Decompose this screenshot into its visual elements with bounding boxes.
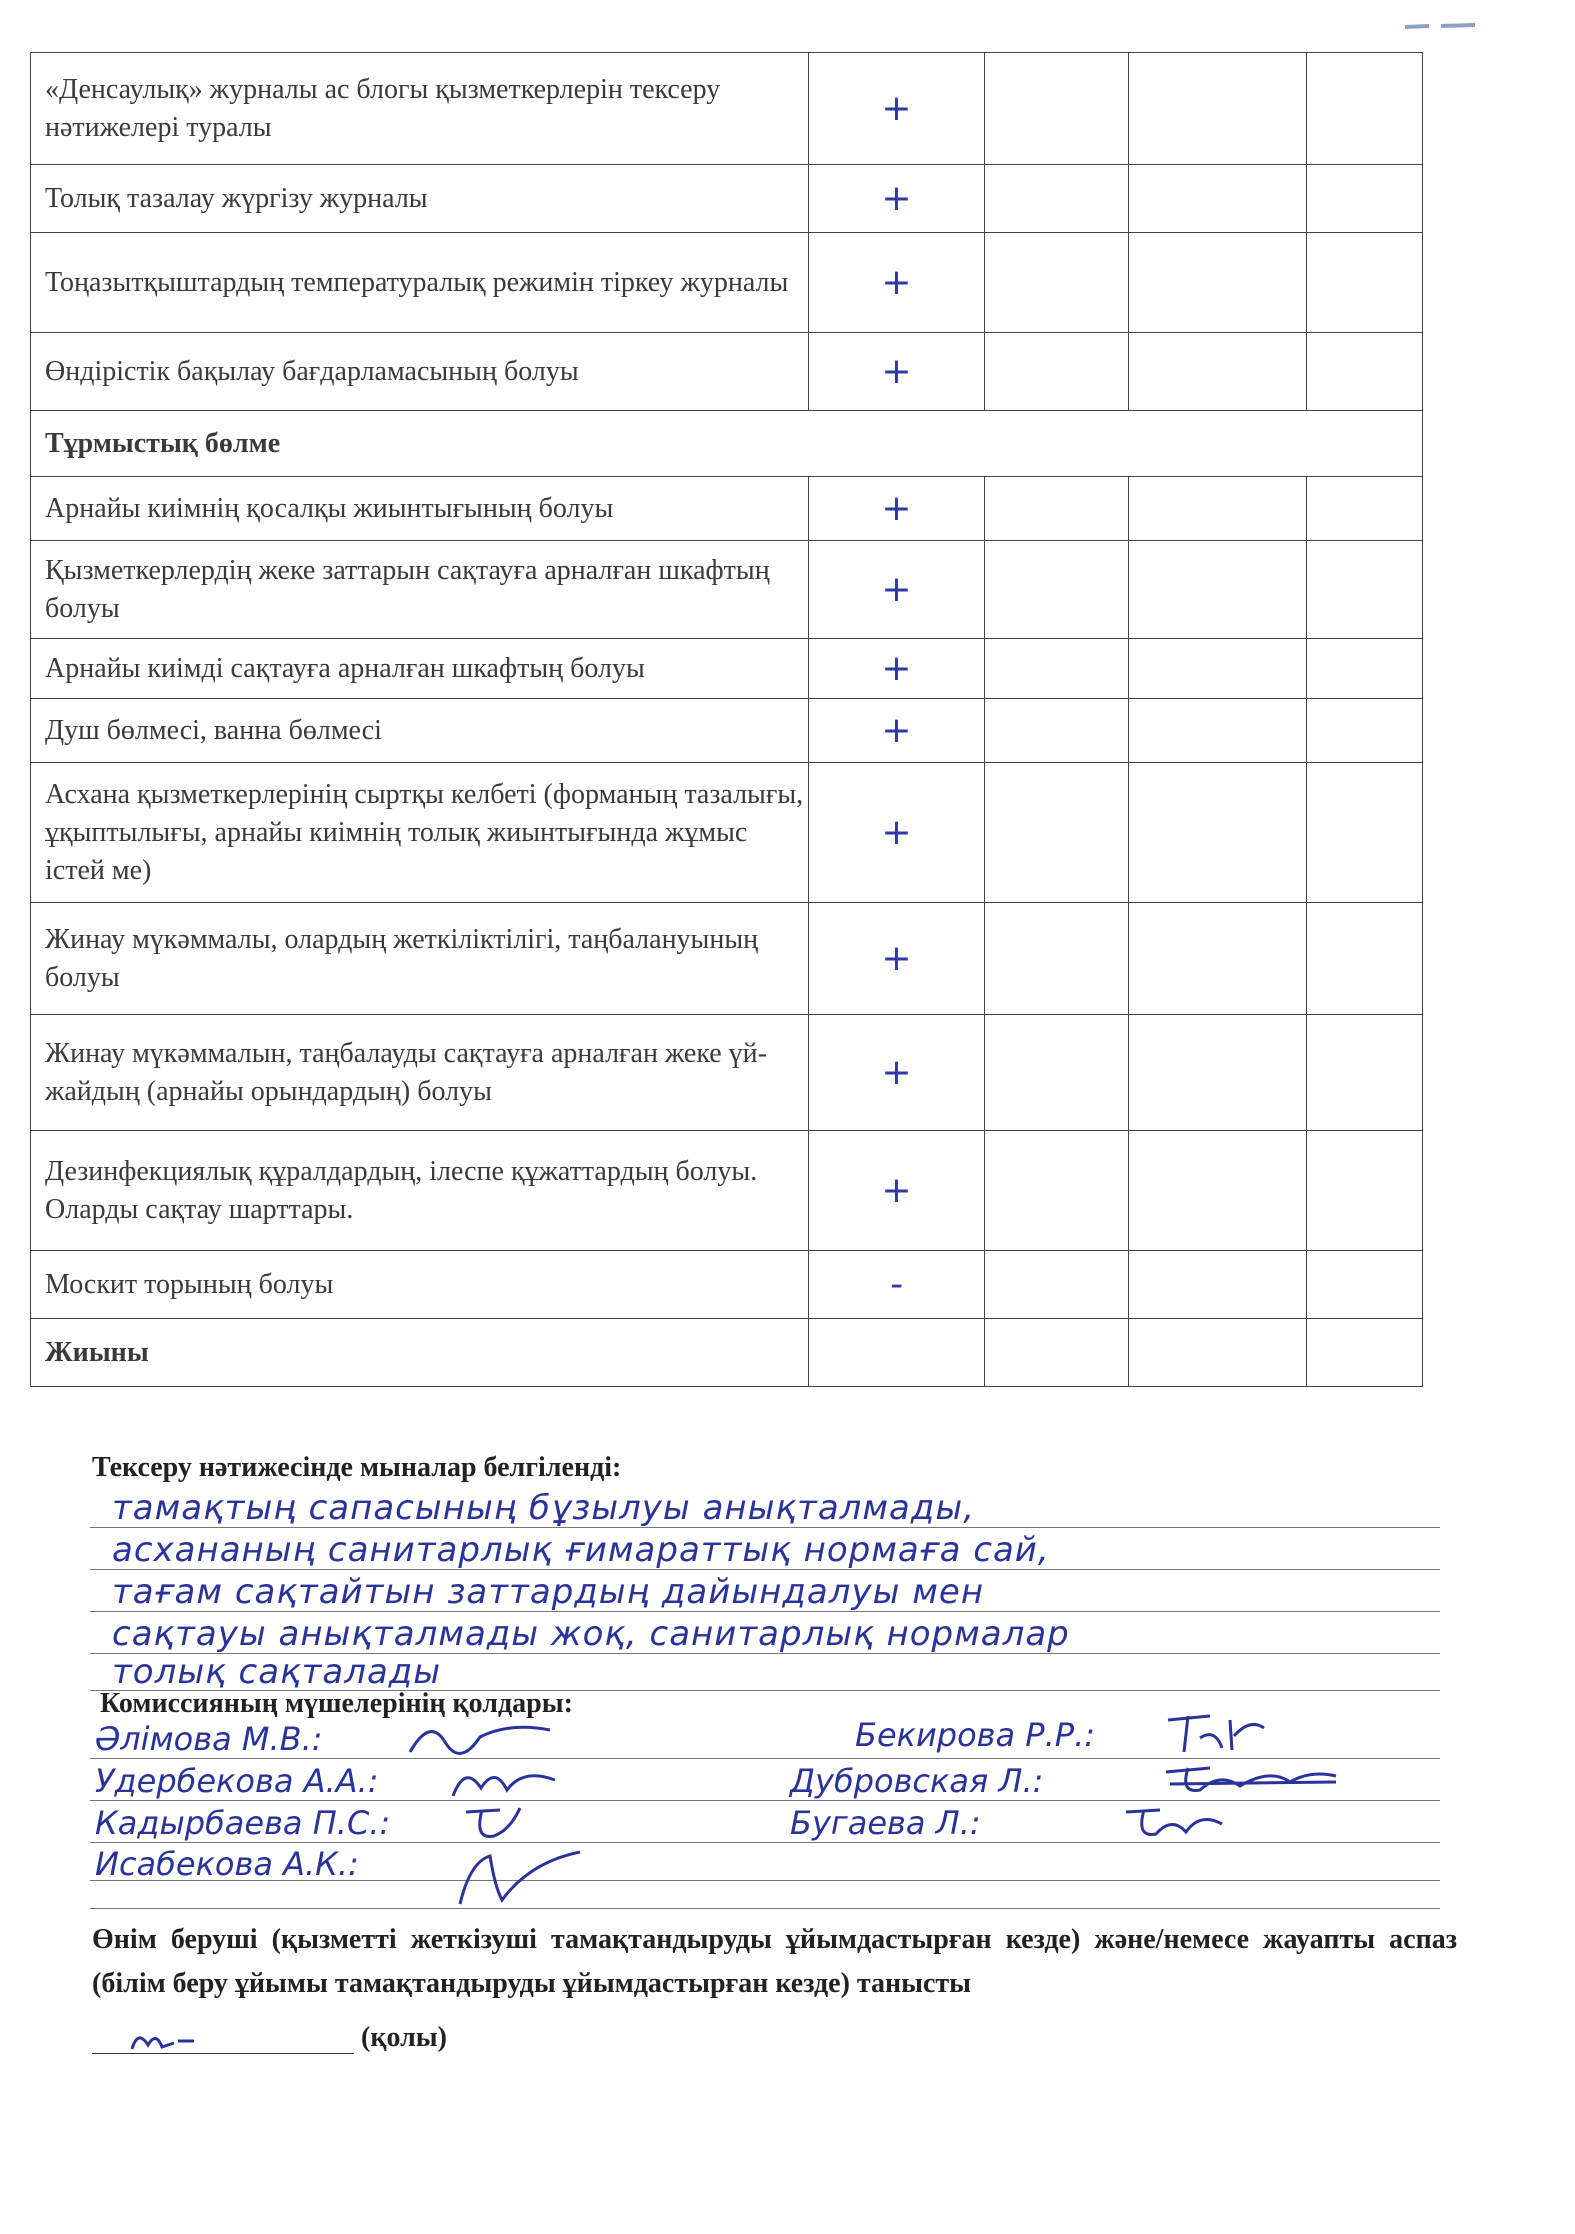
empty-cell (1129, 1015, 1307, 1131)
handwritten-mark: + (809, 1131, 985, 1251)
handwritten-mark: + (809, 1015, 985, 1131)
empty-cell (1307, 1319, 1423, 1387)
signature-name-left: Әлімова М.В.: (95, 1720, 323, 1758)
criterion-text: Арнайы киімнің қосалқы жиынтығының болуы (31, 477, 809, 541)
empty-cell (1307, 903, 1423, 1015)
empty-cell (1307, 477, 1423, 541)
empty-cell (1307, 233, 1423, 333)
empty-cell (1307, 1131, 1423, 1251)
handwritten-mark: + (809, 233, 985, 333)
criterion-text: Жинау мүкәммалын, таңбалауды сақтауға арналған жеке үй-жайдың (арнайы орындардың) болуы (31, 1015, 809, 1131)
handwritten-mark: + (809, 763, 985, 903)
signature-name-left: Кадырбаева П.С.: (95, 1804, 391, 1842)
empty-cell (1307, 165, 1423, 233)
handwritten-note-line: асхананың санитарлық ғимараттық нормаға сай, (112, 1530, 1050, 1570)
total-row (31, 1319, 1423, 1387)
signature-scribble (1120, 1800, 1230, 1844)
handwritten-mark: + (809, 53, 985, 165)
empty-cell (1129, 541, 1307, 639)
empty-cell (1307, 1251, 1423, 1319)
handwritten-mark: + (809, 541, 985, 639)
empty-cell (1129, 333, 1307, 411)
checklist-row (31, 639, 1423, 699)
signature-rule (90, 1908, 1440, 1909)
handwritten-mark: + (809, 477, 985, 541)
criterion-text: Дезинфекциялық құралдардың, ілеспе құжаттардың болуы. Оларды сақтау шарттары. (31, 1131, 809, 1251)
signature-scribble (1160, 1758, 1340, 1802)
empty-cell (1307, 1015, 1423, 1131)
signature-name-right: Бугаева Л.: (790, 1804, 981, 1842)
signature-caption: (қолы) (361, 2022, 447, 2053)
empty-cell (1129, 699, 1307, 763)
signature-name-left: Исабекова А.К.: (95, 1845, 359, 1883)
empty-cell (1129, 477, 1307, 541)
checklist-row (31, 541, 1423, 639)
total-label: Жиыны (31, 1319, 809, 1387)
empty-cell (1129, 903, 1307, 1015)
empty-cell (985, 699, 1129, 763)
empty-cell (985, 333, 1129, 411)
handwritten-note-line: тағам сақтайтын заттардың дайындалуы мен (112, 1572, 985, 1612)
signature-name-left: Удербекова А.А.: (95, 1762, 379, 1800)
empty-cell (985, 165, 1129, 233)
checklist-row (31, 165, 1423, 233)
signatures-title: Комиссияның мүшелерінің қолдары: (100, 1688, 573, 1719)
checklist-row (31, 53, 1423, 165)
empty-cell (985, 1319, 1129, 1387)
empty-cell (1129, 763, 1307, 903)
handwritten-mark: + (809, 699, 985, 763)
empty-cell (985, 477, 1129, 541)
empty-cell (1307, 699, 1423, 763)
criterion-text: Өндірістік бақылау бағдарламасының болуы (31, 333, 809, 411)
criterion-text: Жинау мүкәммалы, олардың жеткіліктілігі, таңбалануының болуы (31, 903, 809, 1015)
handwritten-note-line: толық сақталады (112, 1652, 442, 1692)
checklist-row (31, 1251, 1423, 1319)
handwritten-mark: + (809, 903, 985, 1015)
handwritten-mark: + (809, 639, 985, 699)
empty-cell (1129, 53, 1307, 165)
checklist-row (31, 1015, 1423, 1131)
empty-cell (1307, 541, 1423, 639)
checklist-row (31, 1131, 1423, 1251)
empty-cell (985, 541, 1129, 639)
criterion-text: «Денсаулық» журналы ас блогы қызметкерлерін тексеру нәтижелері туралы (31, 53, 809, 165)
empty-cell (1307, 53, 1423, 165)
empty-cell (1129, 165, 1307, 233)
signature-scribble (1160, 1708, 1270, 1758)
empty-cell (985, 639, 1129, 699)
inspection-checklist-table (30, 52, 1423, 1387)
handwritten-mark: + (809, 165, 985, 233)
signature-scribble (128, 2025, 198, 2055)
empty-cell (1129, 233, 1307, 333)
empty-cell (1307, 639, 1423, 699)
criterion-text: Москит торының болуы (31, 1251, 809, 1319)
signature-name-right: Дубровская Л.: (790, 1762, 1044, 1800)
empty-cell (1129, 1251, 1307, 1319)
checklist-row (31, 903, 1423, 1015)
handwritten-mark: - (809, 1251, 985, 1319)
signature-rule (90, 1842, 1440, 1843)
criterion-text: Арнайы киімді сақтауға арналған шкафтың болуы (31, 639, 809, 699)
empty-cell (985, 1131, 1129, 1251)
criterion-text: Қызметкерлердің жеке заттарын сақтауға арналған шкафтың болуы (31, 541, 809, 639)
signature-scribble (400, 1712, 560, 1762)
signature-scribble (460, 1800, 540, 1846)
checklist-row (31, 699, 1423, 763)
criterion-text: Душ бөлмесі, ванна бөлмесі (31, 699, 809, 763)
empty-cell (1129, 1319, 1307, 1387)
empty-cell (985, 763, 1129, 903)
acknowledgement-signature-line (92, 2022, 447, 2054)
signature-scribble (445, 1758, 565, 1804)
empty-cell (985, 1251, 1129, 1319)
criterion-text: Тоңазытқыштардың температуралық режимін тіркеу журналы (31, 233, 809, 333)
criterion-text: Толық тазалау жүргізу журналы (31, 165, 809, 233)
empty-cell (1129, 639, 1307, 699)
notes-title: Тексеру нәтижесінде мыналар белгіленді: (92, 1452, 622, 1483)
signature-blank (92, 2023, 354, 2054)
signature-name-right: Бекирова Р.Р.: (855, 1716, 1096, 1754)
handwritten-mark: + (809, 333, 985, 411)
empty-cell (985, 903, 1129, 1015)
empty-cell (985, 1015, 1129, 1131)
empty-cell (985, 53, 1129, 165)
signature-scribble (440, 1842, 590, 1912)
empty-cell (1307, 333, 1423, 411)
checklist-row (31, 233, 1423, 333)
empty-cell (809, 1319, 985, 1387)
empty-cell (985, 233, 1129, 333)
criterion-text: Асхана қызметкерлерінің сыртқы келбеті (форманың тазалығы, ұқыптылығы, арнайы киімнің толық жиынтығында жұмыс істей ме) (31, 763, 809, 903)
checklist-row (31, 477, 1423, 541)
corner-mark (1405, 22, 1475, 32)
checklist-row (31, 333, 1423, 411)
checklist-row (31, 763, 1423, 903)
handwritten-note-line: тамақтың сапасының бұзылуы анықталмады, (112, 1488, 976, 1528)
handwritten-note-line: сақтауы анықталмады жоқ, санитарлық нормалар (112, 1614, 1070, 1654)
acknowledgement-text: Өнім беруші (қызметті жеткізуші тамақтандыруды ұйымдастырған кезде) және/немесе жауапты аспаз (білім беру ұйымы тамақтандыруды ұйымдастырған кезде) танысты (92, 1924, 1457, 1999)
empty-cell (1307, 763, 1423, 903)
empty-cell (1129, 1131, 1307, 1251)
section-title: Тұрмыстық бөлме (31, 411, 1423, 477)
section-row (31, 411, 1423, 477)
